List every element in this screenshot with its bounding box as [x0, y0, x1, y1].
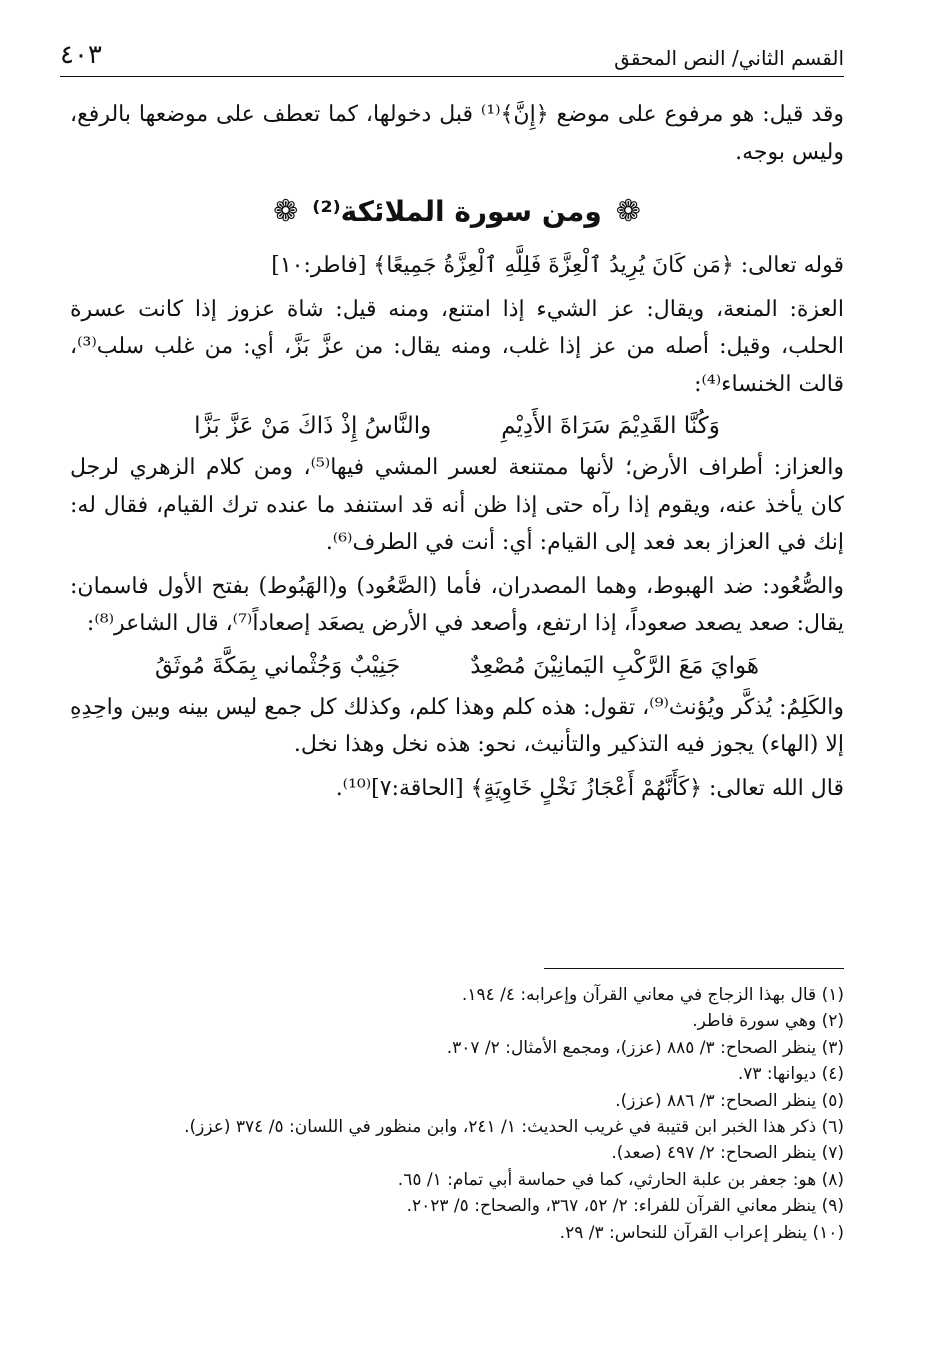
- quran-verse-line: قوله تعالى: ﴿مَن كَانَ يُرِيدُ ٱلْعِزَّةَ فَلِلَّهِ ٱلْعِزَّةُ جَمِيعًا﴾ [فاطر:١٠]: [271, 253, 844, 278]
- footnote-item: (١) قال بهذا الزجاج في معاني القرآن وإعرابه: ٤/ ١٩٤.: [461, 985, 844, 1005]
- paragraph-7: قال الله تعالى: ﴿كَأَنَّهُمْ أَعْجَازُ نَخْلٍ خَاوِيَةٍ﴾ [الحاقة:٧]⁽¹⁰⁾.: [335, 775, 844, 801]
- main-text: [70, 96, 844, 807]
- header-divider: [60, 76, 844, 77]
- section-heading: [70, 177, 844, 247]
- footnote-item: (٣) ينظر الصحاح: ٣/ ٨٨٥ (عزز)، ومجمع الأمثال: ٢/ ٣٠٧.: [446, 1037, 844, 1058]
- page-number: ٤٠٣: [60, 40, 102, 70]
- paragraph-6: والكَلِمُ: يُذكَّر ويُؤنث⁽⁹⁾، تقول: هذه كلم وهذا كلم، وكذلك كل جمع ليس بينه وبين واحِدِهِ إلا (الهاء) يجوز فيه التذكير والتأنيث، نحو: هذه نخل وهذا نخل.: [70, 694, 844, 757]
- floral-ornament-icon: ❁: [273, 194, 299, 229]
- verse-hemistich-right: هَوايَ مَعَ الرَّكْبِ اليَمانِيْنَ مُصْعِدٌ: [470, 652, 760, 679]
- poetry-verse-2: [70, 643, 844, 689]
- footnote-item: (٥) ينظر الصحاح: ٣/ ٨٨٦ (عزز).: [615, 1090, 844, 1111]
- poetry-verse-1: [70, 403, 844, 449]
- footnote-item: (٢) وهي سورة فاطر.: [692, 1011, 844, 1032]
- footnote-item: (١٠) ينظر إعراب القرآن للنحاس: ٣/ ٢٩.: [559, 1222, 844, 1243]
- paragraph-1: وقد قيل: هو مرفوع على موضع ﴿إِنَّ﴾⁽¹⁾ قبل دخولها، كما تعطف على موضعها بالرفع، وليس بوجه.: [70, 102, 845, 165]
- paragraph-3: العزة: المنعة، ويقال: عز الشيء إذا امتنع، ومنه قيل: شاة عزوز إذا كانت عسرة الحلب، وقيل: أصله من عز إذا غلب، ومنه يقال: من عزَّ بَزَّ، أي: من غلب سلب⁽³⁾، قالت الخنساء⁽⁴⁾:: [70, 296, 844, 397]
- footnote-item: (٩) ينظر معاني القرآن للفراء: ٢/ ٥٢، ٣٦٧، والصحاح: ٥/ ٢٠٢٣.: [406, 1196, 844, 1217]
- surah-heading: ومن سورة الملائكة⁽²⁾: [312, 195, 602, 229]
- verse-hemistich-right: وَكُنَّا القَدِيْمَ سَرَاةَ الأَدِيْمِ: [501, 413, 720, 439]
- running-header: [60, 38, 844, 78]
- footnote-item: (٦) ذكر هذا الخبر ابن قتيبة في غريب الحديث: ١/ ٢٤١، وابن منظور في اللسان: ٥/ ٣٧٤ (عزز).: [184, 1117, 844, 1138]
- paragraph-5: والصُّعُود: ضد الهبوط، وهما المصدران، فأما (الصَّعُود) و(الهَبُوط) بفتح الأول فاسمان: يقال: صعد يصعد صعوداً، إذا ارتفع، وأصعد في الأرض يصعَد إصعاداً⁽⁷⁾، قال الشاعر⁽⁸⁾:: [70, 573, 844, 636]
- footnote-item: (٤) ديوانها: ٧٣.: [737, 1064, 844, 1085]
- footnotes: [70, 982, 844, 1246]
- verse-hemistich-left: والنَّاسُ إِذْ ذَاكَ مَنْ عَزَّ بَزَّا: [194, 413, 432, 439]
- footnote-item: (٧) ينظر الصحاح: ٢/ ٤٩٧ (صعد).: [611, 1143, 844, 1164]
- paragraph-4: والعزاز: أطراف الأرض؛ لأنها ممتنعة لعسر المشي فيها⁽⁵⁾، ومن كلام الزهري لرجل كان يأخذ عنه، ويقوم إذا رآه حتى إذا ظن أنه قد استنفد ما عنده ترك القيام، فقال له: إنك في العزاز بعد فعد إلى القيام: أي: أنت في الطرف⁽⁶⁾.: [70, 455, 844, 555]
- footnote-divider: [544, 968, 844, 969]
- verse-hemistich-left: جَنِيْبٌ وَجُثْماني بِمَكَّةَ مُوثَقُ: [154, 652, 401, 679]
- header-title: القسم الثاني/ النص المحقق: [614, 46, 844, 70]
- floral-ornament-icon: ❁: [615, 194, 641, 229]
- footnote-item: (٨) هو: جعفر بن علبة الحارثي، كما في حماسة أبي تمام: ١/ ٦٥.: [397, 1169, 844, 1190]
